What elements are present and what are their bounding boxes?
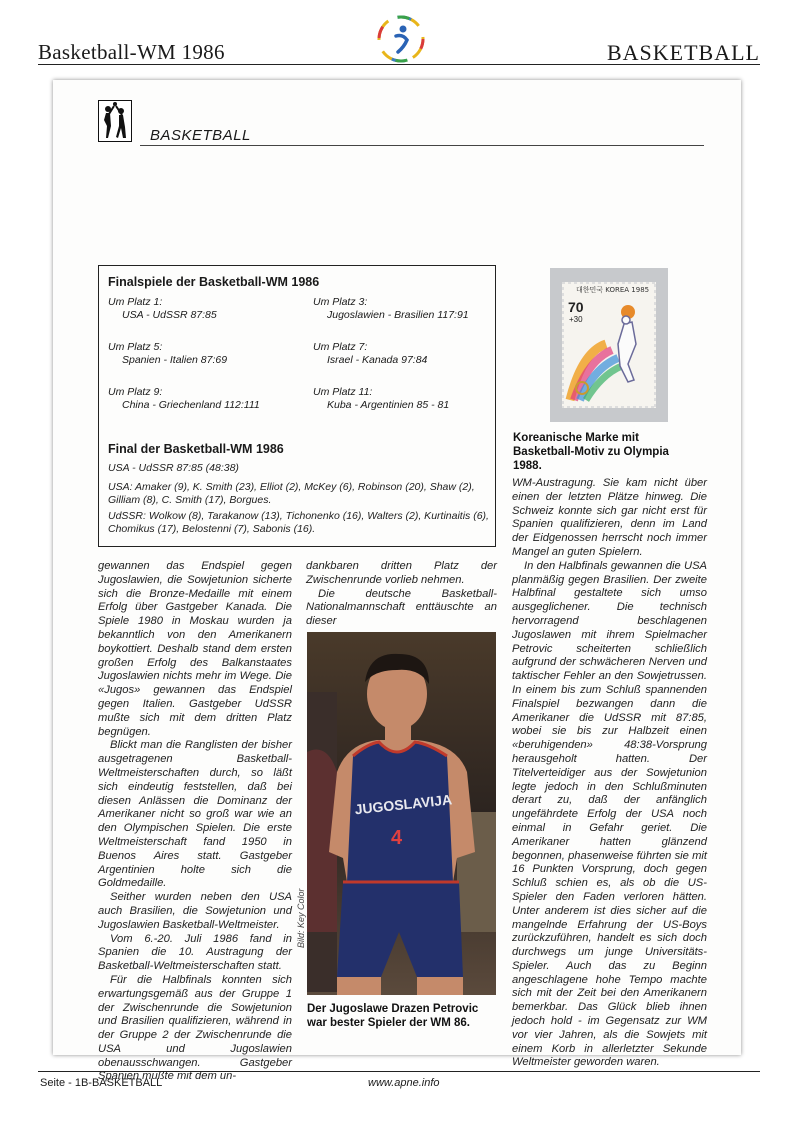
place-label: Um Platz 5: (108, 341, 163, 353)
place-result: USA - UdSSR 87:85 (122, 309, 217, 321)
footer-url[interactable]: www.apne.info (368, 1077, 440, 1089)
photo-credit: Bild: Key Color (296, 888, 306, 948)
header-left-title: Basketball-WM 1986 (38, 40, 225, 64)
paragraph: gewannen das Endspiel gegen Jugoslawien, die Sowjetunion sicherte sich die Bronze-Medaille mit einem Erfolg über Gastgeber Kanada. Die Spiele 1980 in Moskau wurden ja bekanntlich von den Amerikanern boykottiert. Deshalb stand dem ersten großen Erfolg des Balkanstaates Jugoslawien nichts mehr im Wege. Die «Jugos» gewannen das Endspiel gegen Italien. Gastgeber UdSSR mußte sich mit dem dritten Platz begnügen. (98, 560, 292, 738)
result-cell (313, 296, 469, 322)
korean-basketball-stamp (562, 282, 656, 408)
place-result: Israel - Kanada 97:84 (327, 354, 428, 366)
place-label: Um Platz 1: (108, 296, 163, 308)
paragraph: Die deutsche Basketball-Nationalmannschaft enttäuschte an dieser (306, 587, 497, 628)
basketball-players-icon (98, 100, 132, 142)
result-cell (313, 386, 449, 412)
result-cell (313, 341, 427, 367)
photo-caption: Der Jugoslawe Drazen Petrovic war bester Spieler der WM 86. (307, 1003, 479, 1029)
usa-roster: USA: Amaker (9), K. Smith (23), Elliot (2), McKey (6), Robinson (20), Shaw (2), Gilliam (8), C. Smith (17), Borgues. (108, 481, 475, 506)
article-column-3 (512, 477, 707, 1070)
final-score: USA - UdSSR 87:85 (48:38) (108, 462, 239, 474)
section-divider (140, 145, 704, 146)
place-result: Jugoslawien - Brasilien 117:91 (327, 309, 469, 321)
article-column-2 (306, 560, 497, 629)
paragraph: WM-Austragung. Sie kam nicht über einen der letzten Plätze hinweg. Die Schweiz konnte sich gar nicht erst für Spanien qualifizieren, denn im Land der Eidgenossen herrscht noch immer Mangel an guten Spielern. (512, 477, 707, 558)
footer-divider (38, 1071, 760, 1072)
paragraph: Vom 6.-20. Juli 1986 fand in Spanien die 10. Austragung der Basketball-Weltmeisterschaften statt. (98, 932, 292, 973)
footer-page-label: Seite - 1B-BASKETBALL (40, 1077, 163, 1089)
result-cell (108, 296, 217, 322)
paragraph: Für die Halbfinals konnten sich erwartungsgemäß aus der Gruppe 1 der Zwischenrunde die Sowjetunion und Brasilien qualifizieren, während in der Gruppe 2 der Zwischenrunde die USA und Jugoslawien obenausschwangen. Gastgeber Spanien mußte mit dem un- (98, 973, 292, 1083)
paragraph: Seither wurden neben den USA auch Brasilien, die Sowjetunion und Jugoslawien Basketball-Weltmeister. (98, 891, 292, 931)
jersey-text: JUGOSLAVIJA (353, 791, 453, 818)
article-column-1 (98, 560, 292, 1084)
section-title: BASKETBALL (150, 127, 251, 144)
place-label: Um Platz 11: (313, 386, 373, 398)
stamp-value-surcharge: +30 (569, 315, 583, 324)
place-result: Kuba - Argentinien 85 - 81 (327, 399, 450, 411)
place-label: Um Platz 3: (313, 296, 368, 308)
paragraph: Blickt man die Ranglisten der bisher ausgetragenen Basketball-Weltmeisterschaften durch, so läßt sich eindeutig feststellen, daß bei diesen Anlässen die Dominanz der Amerikaner nicht so groß war wie an den Olympischen Spielen. Die erste Weltmeisterschaft fand 1950 in Buenos Aires statt. Gastgeber Argentinien holte sich die Goldmedaille. (98, 739, 292, 890)
place-result: China - Griechenland 112:111 (122, 399, 260, 411)
jersey-number: 4 (391, 827, 403, 849)
header-right-title: BASKETBALL (607, 40, 760, 65)
stamp-caption: Koreanische Marke mit Basketball-Motiv zu Olympia 1988. (513, 432, 669, 472)
result-cell (108, 341, 227, 367)
petrovic-photo (307, 632, 496, 995)
sports-logo-icon (376, 14, 426, 64)
stamp-value-main: 70 (568, 299, 584, 315)
paragraph: dankbaren dritten Platz der Zwischenrunde vorlieb nehmen. (306, 560, 497, 586)
place-label: Um Platz 9: (108, 386, 163, 398)
place-label: Um Platz 7: (313, 341, 368, 353)
results-title: Finalspiele der Basketball-WM 1986 (108, 275, 320, 289)
final-title: Final der Basketball-WM 1986 (108, 442, 284, 456)
place-result: Spanien - Italien 87:69 (122, 354, 228, 366)
udssr-roster: UdSSR: Wolkow (8), Tarakanow (13), Tichonenko (16), Walters (2), Kurtinaitis (6), Chomikus (17), Belostenni (7), Sabonis (16). (108, 510, 489, 535)
header-divider (38, 64, 760, 65)
result-cell (108, 386, 260, 412)
stamp-country-text: 대한민국 KOREA 1985 (576, 286, 650, 294)
paragraph: In den Halbfinals gewannen die USA planmäßig gegen Brasilien. Der zweite Halbfinal gestaltete sich umso ausgeglichener. Die technisch hervorragend beschlagenen Jugoslawen mit ihrem Spielmacher Petrovic scheiterten schließlich aufgrund der schwächeren Nerven und taktischer Fehler an den Sowjetrussen. In einem bis zum Schluß spannenden Finalspiel bezwangen dann die Amerikaner die UdSSR mit 87:85, wobei sie bis zur Halbzeit einen «beruhigenden» 48:38-Vorsprung herausgeholt hatten. Der Titelverteidiger aus der Sowjetunion legte jedoch in den Schlußminuten derart zu, daß der anfänglich ungefährdete Erfolg der USA noch einmal in Gefahr geriet. Die Amerikaner hatten glänzend begonnen, phasenweise führten sie mit 16 Punkten Vorsprung, doch gegen Schluß schien es, als ob die US-Spieler den Faden verloren hätten. Unter anderem ist dies sicher auf die mangelnde Erfahrung der US-Boys zurückzuführen, handelt es sich doch durchwegs um junge Universitäts-Spieler. Auch das zu Beginn angeschlagene hohe Tempo machte sich mit der Zeit bei den Amerikanern bemerkbar. Das Glück blieb ihnen jedoch hold - im Gegensatz zur WM vor vier Jahren, als die Sowjets mit einem Korb in allerletzter Sekunde Weltmeister geworden waren. (512, 559, 707, 1069)
